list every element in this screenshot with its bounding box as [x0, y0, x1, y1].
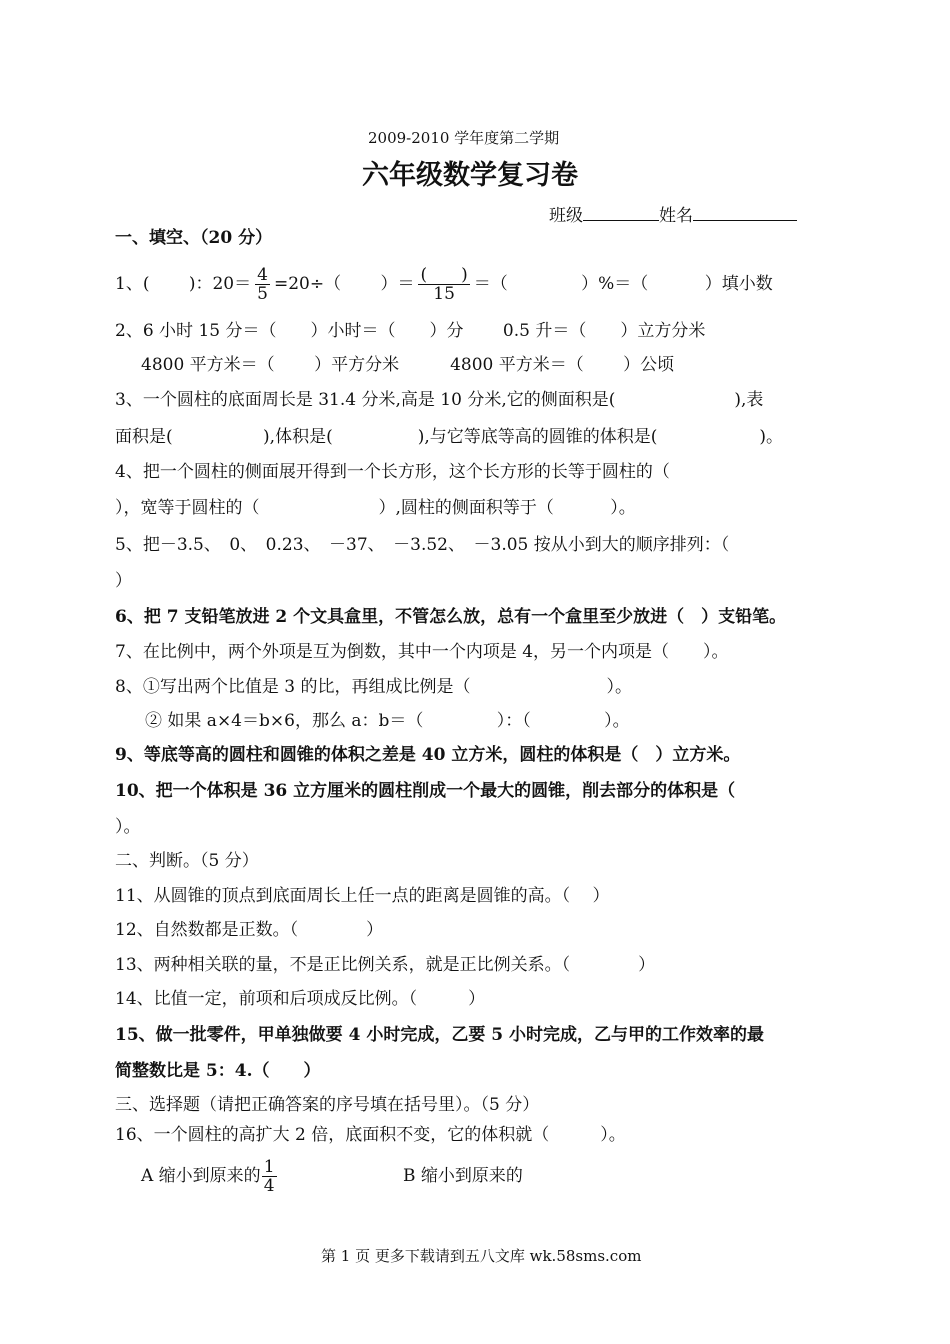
class-blank[interactable] [583, 204, 659, 221]
name-blank[interactable] [693, 204, 797, 221]
question-5-line-2: ） [115, 571, 132, 591]
question-8-line-2: ② 如果 a×4＝b×6，那么 a：b＝（ ）：（ ）。 [145, 711, 630, 731]
q1-frac1-den: 5 [257, 284, 268, 304]
q1-part-a: 1、( )：20＝ [115, 274, 252, 294]
name-label: 姓名 [659, 206, 693, 226]
section-heading-3: 三、选择题（请把正确答案的序号填在括号里）。（5 分） [115, 1095, 540, 1115]
q1-part-b: =20÷（ ）＝ [273, 274, 415, 294]
q1-part-c: ＝（ ）%＝（ ）填小数 [473, 274, 773, 294]
q1-frac2-den: 15 [433, 284, 455, 304]
question-12: 12、自然数都是正数。（ ） [115, 920, 384, 940]
q1-frac1-num: 4 [257, 265, 268, 285]
q1-fraction-4-5 [255, 266, 270, 303]
q16-option-a-text: A 缩小到原来的 [141, 1166, 261, 1186]
question-15-line-2: 简整数比是 5：4.（ ） [115, 1061, 321, 1081]
page-footer: 第 1 页 更多下载请到五八文库 wk.58sms.com [321, 1247, 642, 1265]
question-4-line-1: 4、把一个圆柱的侧面展开得到一个长方形，这个长方形的长等于圆柱的（ [115, 462, 670, 482]
question-1 [115, 264, 773, 304]
question-11: 11、从圆锥的顶点到底面周长上任一点的距离是圆锥的高。（ ） [115, 886, 610, 906]
question-10-line-1: 10、把一个体积是 36 立方厘米的圆柱削成一个最大的圆锥，削去部分的体积是（ [115, 781, 736, 801]
q16-option-a-fraction [262, 1158, 277, 1195]
question-16: 16、一个圆柱的高扩大 2 倍，底面积不变，它的体积就（ ）。 [115, 1125, 626, 1145]
question-6: 6、把 7 支铅笔放进 2 个文具盒里，不管怎么放，总有一个盒里至少放进（ ）支铅笔。 [115, 607, 787, 627]
question-5-line-1: 5、把－3.5、 0、 0.23、 －37、 －3.52、 －3.05 按从小到大的顺序排列：（ [115, 535, 730, 555]
q1-frac2-num: ( ) [420, 265, 468, 285]
question-9: 9、等底等高的圆柱和圆锥的体积之差是 40 立方米，圆柱的体积是（ ）立方米。 [115, 745, 741, 765]
question-7: 7、在比例中，两个外项是互为倒数，其中一个内项是 4，另一个内项是（ ）。 [115, 642, 729, 662]
q1-fraction-blank-15 [418, 266, 469, 303]
section-heading-1: 一、填空、（20 分） [115, 228, 273, 248]
q16-frac-num: 1 [263, 1157, 275, 1177]
question-15-line-1: 15、做一批零件，甲单独做要 4 小时完成，乙要 5 小时完成，乙与甲的工作效率的最 [115, 1025, 764, 1045]
page-title: 六年级数学复习卷 [362, 160, 578, 191]
question-2-line-2: 4800 平方米＝（ ）平方分米 4800 平方米＝（ ）公顷 [141, 355, 675, 375]
question-4-line-2: ），宽等于圆柱的（ ）,圆柱的侧面积等于（ ）。 [115, 498, 636, 518]
q16-option-a [141, 1156, 281, 1196]
question-2-line-1: 2、6 小时 15 分＝（ ）小时＝（ ）分 0.5 升＝（ ）立方分米 [115, 321, 706, 341]
class-name-line [549, 204, 797, 226]
q16-option-b: B 缩小到原来的 [403, 1166, 523, 1186]
term-line: 2009-2010 学年度第二学期 [368, 129, 560, 147]
question-10-line-2: ）。 [115, 817, 141, 837]
question-8-line-1: 8、①写出两个比值是 3 的比，再组成比例是（ ）。 [115, 677, 632, 697]
class-label: 班级 [549, 206, 583, 226]
question-13: 13、两种相关联的量，不是正比例关系，就是正比例关系。（ ） [115, 955, 656, 975]
question-14: 14、比值一定，前项和后项成反比例。（ ） [115, 989, 486, 1009]
section-heading-2: 二、判断。（5 分） [115, 851, 259, 871]
q16-frac-den: 4 [263, 1176, 275, 1196]
question-3-line-2: 面积是( ),体积是( ),与它等底等高的圆锥的体积是( )。 [115, 427, 784, 447]
question-3-line-1: 3、一个圆柱的底面周长是 31.4 分米,高是 10 分米,它的侧面积是( ),表 [115, 390, 764, 410]
